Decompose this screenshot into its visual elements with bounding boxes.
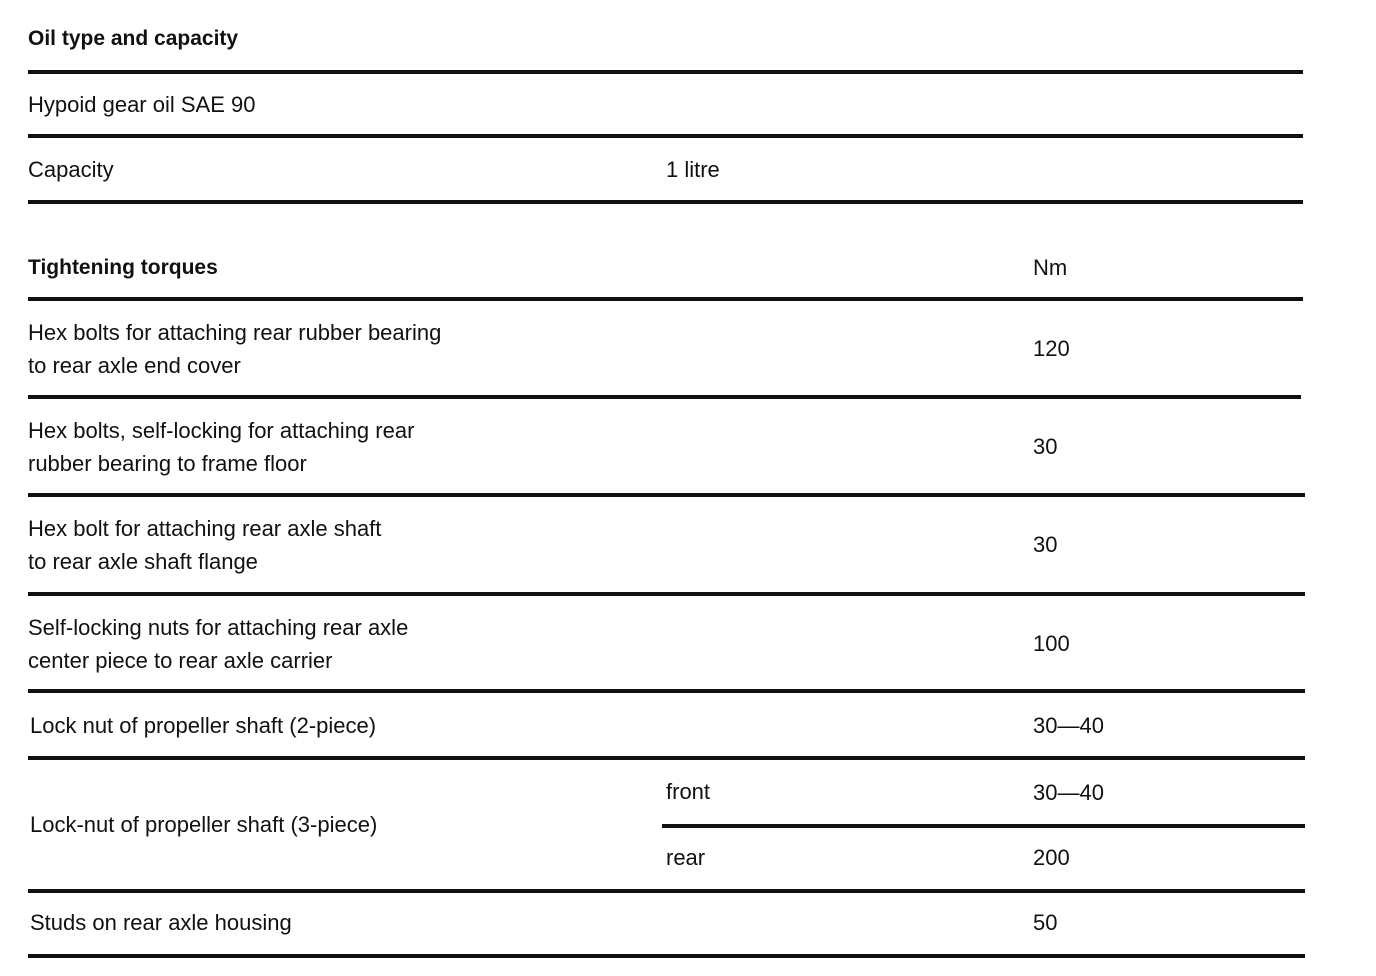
torque-row-4-line2: center piece to rear axle carrier bbox=[28, 648, 333, 673]
torque-row-1-line2: to rear axle end cover bbox=[28, 353, 241, 378]
divider bbox=[28, 395, 1301, 399]
torque-unit: Nm bbox=[1033, 255, 1068, 280]
divider bbox=[28, 889, 1305, 893]
rear-label: rear bbox=[666, 845, 706, 870]
torque-row-4-line1: Self-locking nuts for attaching rear axle bbox=[28, 615, 409, 640]
torque-row-5-label: Lock nut of propeller shaft (2-piece) bbox=[30, 713, 377, 738]
front-label: front bbox=[666, 779, 711, 804]
torque-row-1-value: 120 bbox=[1033, 336, 1070, 361]
torque-row-5-value: 30—40 bbox=[1033, 713, 1104, 738]
rear-value: 200 bbox=[1033, 845, 1070, 870]
oil-section-heading: Oil type and capacity bbox=[28, 27, 239, 50]
divider bbox=[28, 954, 1305, 958]
torque-row-3-value: 30 bbox=[1033, 532, 1058, 557]
capacity-value: 1 litre bbox=[666, 157, 720, 182]
front-value: 30—40 bbox=[1033, 780, 1104, 805]
divider bbox=[28, 756, 1305, 760]
torque-row-3-line2: to rear axle shaft flange bbox=[28, 549, 258, 574]
torque-row-2-line1: Hex bolts, self-locking for attaching rear bbox=[28, 418, 415, 443]
torque-row-7-value: 50 bbox=[1033, 910, 1058, 935]
torque-row-2-line2: rubber bearing to frame floor bbox=[28, 451, 307, 476]
divider bbox=[28, 689, 1305, 693]
divider bbox=[28, 200, 1303, 204]
torque-row-7-label: Studs on rear axle housing bbox=[30, 910, 292, 935]
torque-row-1-line1: Hex bolts for attaching rear rubber bearing bbox=[28, 320, 442, 345]
divider bbox=[28, 134, 1303, 138]
torque-row-3-line1: Hex bolt for attaching rear axle shaft bbox=[28, 516, 382, 541]
torque-row-6-label: Lock-nut of propeller shaft (3-piece) bbox=[30, 812, 378, 837]
oil-type: Hypoid gear oil SAE 90 bbox=[28, 92, 256, 117]
sub-divider bbox=[662, 824, 1305, 828]
torque-row-4-value: 100 bbox=[1033, 631, 1070, 656]
capacity-label: Capacity bbox=[28, 157, 114, 182]
divider bbox=[28, 592, 1305, 596]
torque-row-2-value: 30 bbox=[1033, 434, 1058, 459]
divider bbox=[28, 297, 1303, 301]
divider bbox=[28, 70, 1303, 74]
torques-section-heading: Tightening torques bbox=[28, 256, 218, 279]
divider bbox=[28, 493, 1305, 497]
